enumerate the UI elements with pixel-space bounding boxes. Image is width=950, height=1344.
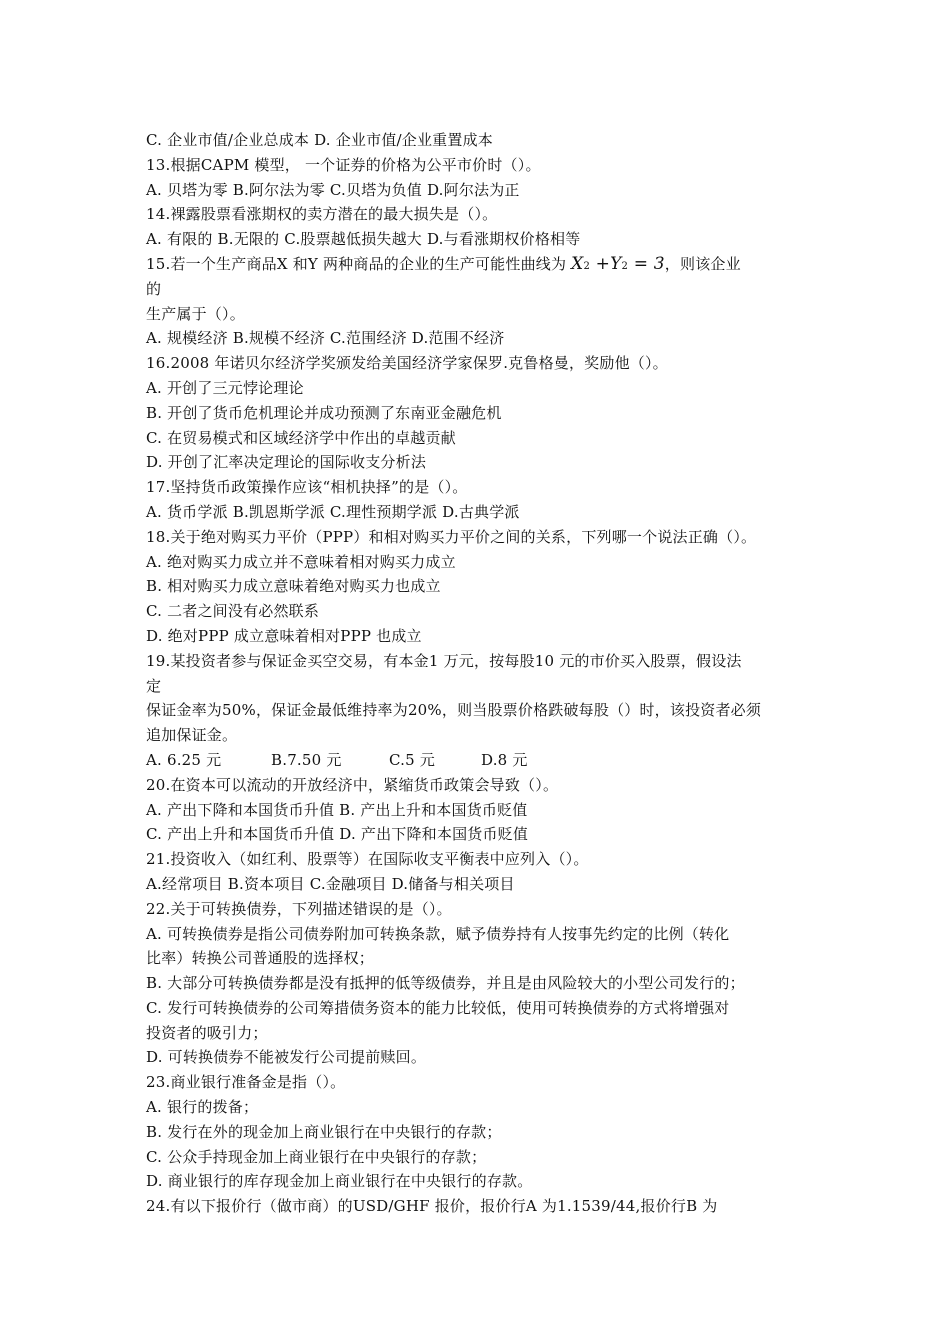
document-body [146, 128, 826, 1219]
question-14: 14.裸露股票看涨期权的卖方潜在的最大损失是（）。 [146, 205, 498, 224]
text-line: 追加保证金。 [146, 726, 238, 745]
text-line: B. 相对购买力成立意味着绝对购买力也成立 [146, 577, 441, 596]
text-line: A. 贝塔为零 B.阿尔法为零 C.贝塔为负值 D.阿尔法为正 [146, 180, 520, 199]
text-line: 保证金率为50%，保证金最低维持率为20%，则当股票价格跌破每股（）时，该投资者必须 [146, 701, 762, 720]
text-line: A. 有限的 B.无限的 C.股票越低损失越大 D.与看涨期权价格相等 [146, 230, 581, 249]
text-line: A. 开创了三元悖论理论 [146, 378, 304, 397]
option-d: D.8 元 [481, 750, 528, 769]
ppf-formula: X2 +Y2 = 3 [571, 253, 665, 274]
text-line: C. 产出上升和本国货币升值 D. 产出下降和本国货币贬值 [146, 825, 529, 844]
text-line: A. 银行的拨备； [146, 1098, 259, 1117]
question-19: 19.某投资者参与保证金买空交易，有本金1 万元，按每股10 元的市价买入股票，假设法 [146, 651, 742, 670]
question-21: 21.投资收入（如红利、股票等）在国际收支平衡表中应列入（）。 [146, 850, 589, 869]
text-line: C. 在贸易模式和区域经济学中作出的卓越贡献 [146, 428, 456, 447]
text-line: B. 开创了货币危机理论并成功预测了东南亚金融危机 [146, 403, 502, 422]
question-17: 17.坚持货币政策操作应该“相机抉择”的是（）。 [146, 478, 468, 497]
text-line: C. 发行可转换债券的公司筹措债务资本的能力比较低，使用可转换债券的方式将增强对 [146, 998, 730, 1017]
question-16: 16.2008 年诺贝尔经济学奖颁发给美国经济学家保罗.克鲁格曼，奖励他（）。 [146, 354, 668, 373]
question-20: 20.在资本可以流动的开放经济中，紧缩货币政策会导致（）。 [146, 775, 559, 794]
text-line: A. 可转换债券是指公司债券附加可转换条款，赋予债券持有人按事先约定的比例（转化 [146, 924, 730, 943]
option-a: A. 6.25 元 [146, 750, 222, 769]
text-line: C. 企业市值/企业总成本 D. 企业市值/企业重置成本 [146, 131, 493, 149]
text-line: D. 商业银行的库存现金加上商业银行在中央银行的存款。 [146, 1172, 533, 1191]
option-c: C.5 元 [389, 750, 436, 769]
text-line: 投资者的吸引力； [146, 1023, 268, 1042]
question-15 [146, 252, 826, 277]
question-22: 22.关于可转换债券，下列描述错误的是（）。 [146, 899, 452, 918]
question-15-text: 15.若一个生产商品X 和Y 两种商品的企业的生产可能性曲线为 [146, 254, 567, 273]
option-b: B.7.50 元 [271, 750, 342, 769]
question-19-options [146, 748, 826, 773]
text-line: 定 [146, 676, 162, 695]
text-line: 的 [146, 279, 162, 298]
text-line: A. 绝对购买力成立并不意味着相对购买力成立 [146, 552, 456, 571]
text-line: A. 规模经济 B.规模不经济 C.范围经济 D.范围不经济 [146, 329, 505, 348]
question-24: 24.有以下报价行（做市商）的USD/GHF 报价，报价行A 为1.1539/44,报价行B 为 [146, 1197, 718, 1216]
text-line: C. 公众手持现金加上商业银行在中央银行的存款； [146, 1147, 487, 1166]
text-line: A.经常项目 B.资本项目 C.金融项目 D.储备与相关项目 [146, 874, 515, 893]
text-line: B. 大部分可转换债券都是没有抵押的低等级债券，并且是由风险较大的小型公司发行的； [146, 974, 745, 993]
text-line: B. 发行在外的现金加上商业银行在中央银行的存款； [146, 1122, 502, 1141]
question-15-text-tail: ，则该企业 [664, 254, 741, 273]
question-18: 18.关于绝对购买力平价（PPP）和相对购买力平价之间的关系，下列哪一个说法正确（）。 [146, 527, 757, 546]
text-line: C. 二者之间没有必然联系 [146, 602, 320, 621]
text-line: 比率）转换公司普通股的选择权； [146, 949, 375, 968]
text-line: A. 产出下降和本国货币升值 B. 产出上升和本国货币贬值 [146, 800, 528, 819]
text-line: D. 开创了汇率决定理论的国际收支分析法 [146, 453, 427, 472]
question-23: 23.商业银行准备金是指（）。 [146, 1073, 346, 1092]
text-line: D. 可转换债券不能被发行公司提前赎回。 [146, 1048, 427, 1067]
text-line: 生产属于（）。 [146, 304, 245, 323]
text-line: A. 货币学派 B.凯恩斯学派 C.理性预期学派 D.古典学派 [146, 502, 520, 521]
question-13: 13.根据CAPM 模型， 一个证券的价格为公平市价时（）。 [146, 155, 541, 174]
text-line: D. 绝对PPP 成立意味着相对PPP 也成立 [146, 626, 422, 645]
